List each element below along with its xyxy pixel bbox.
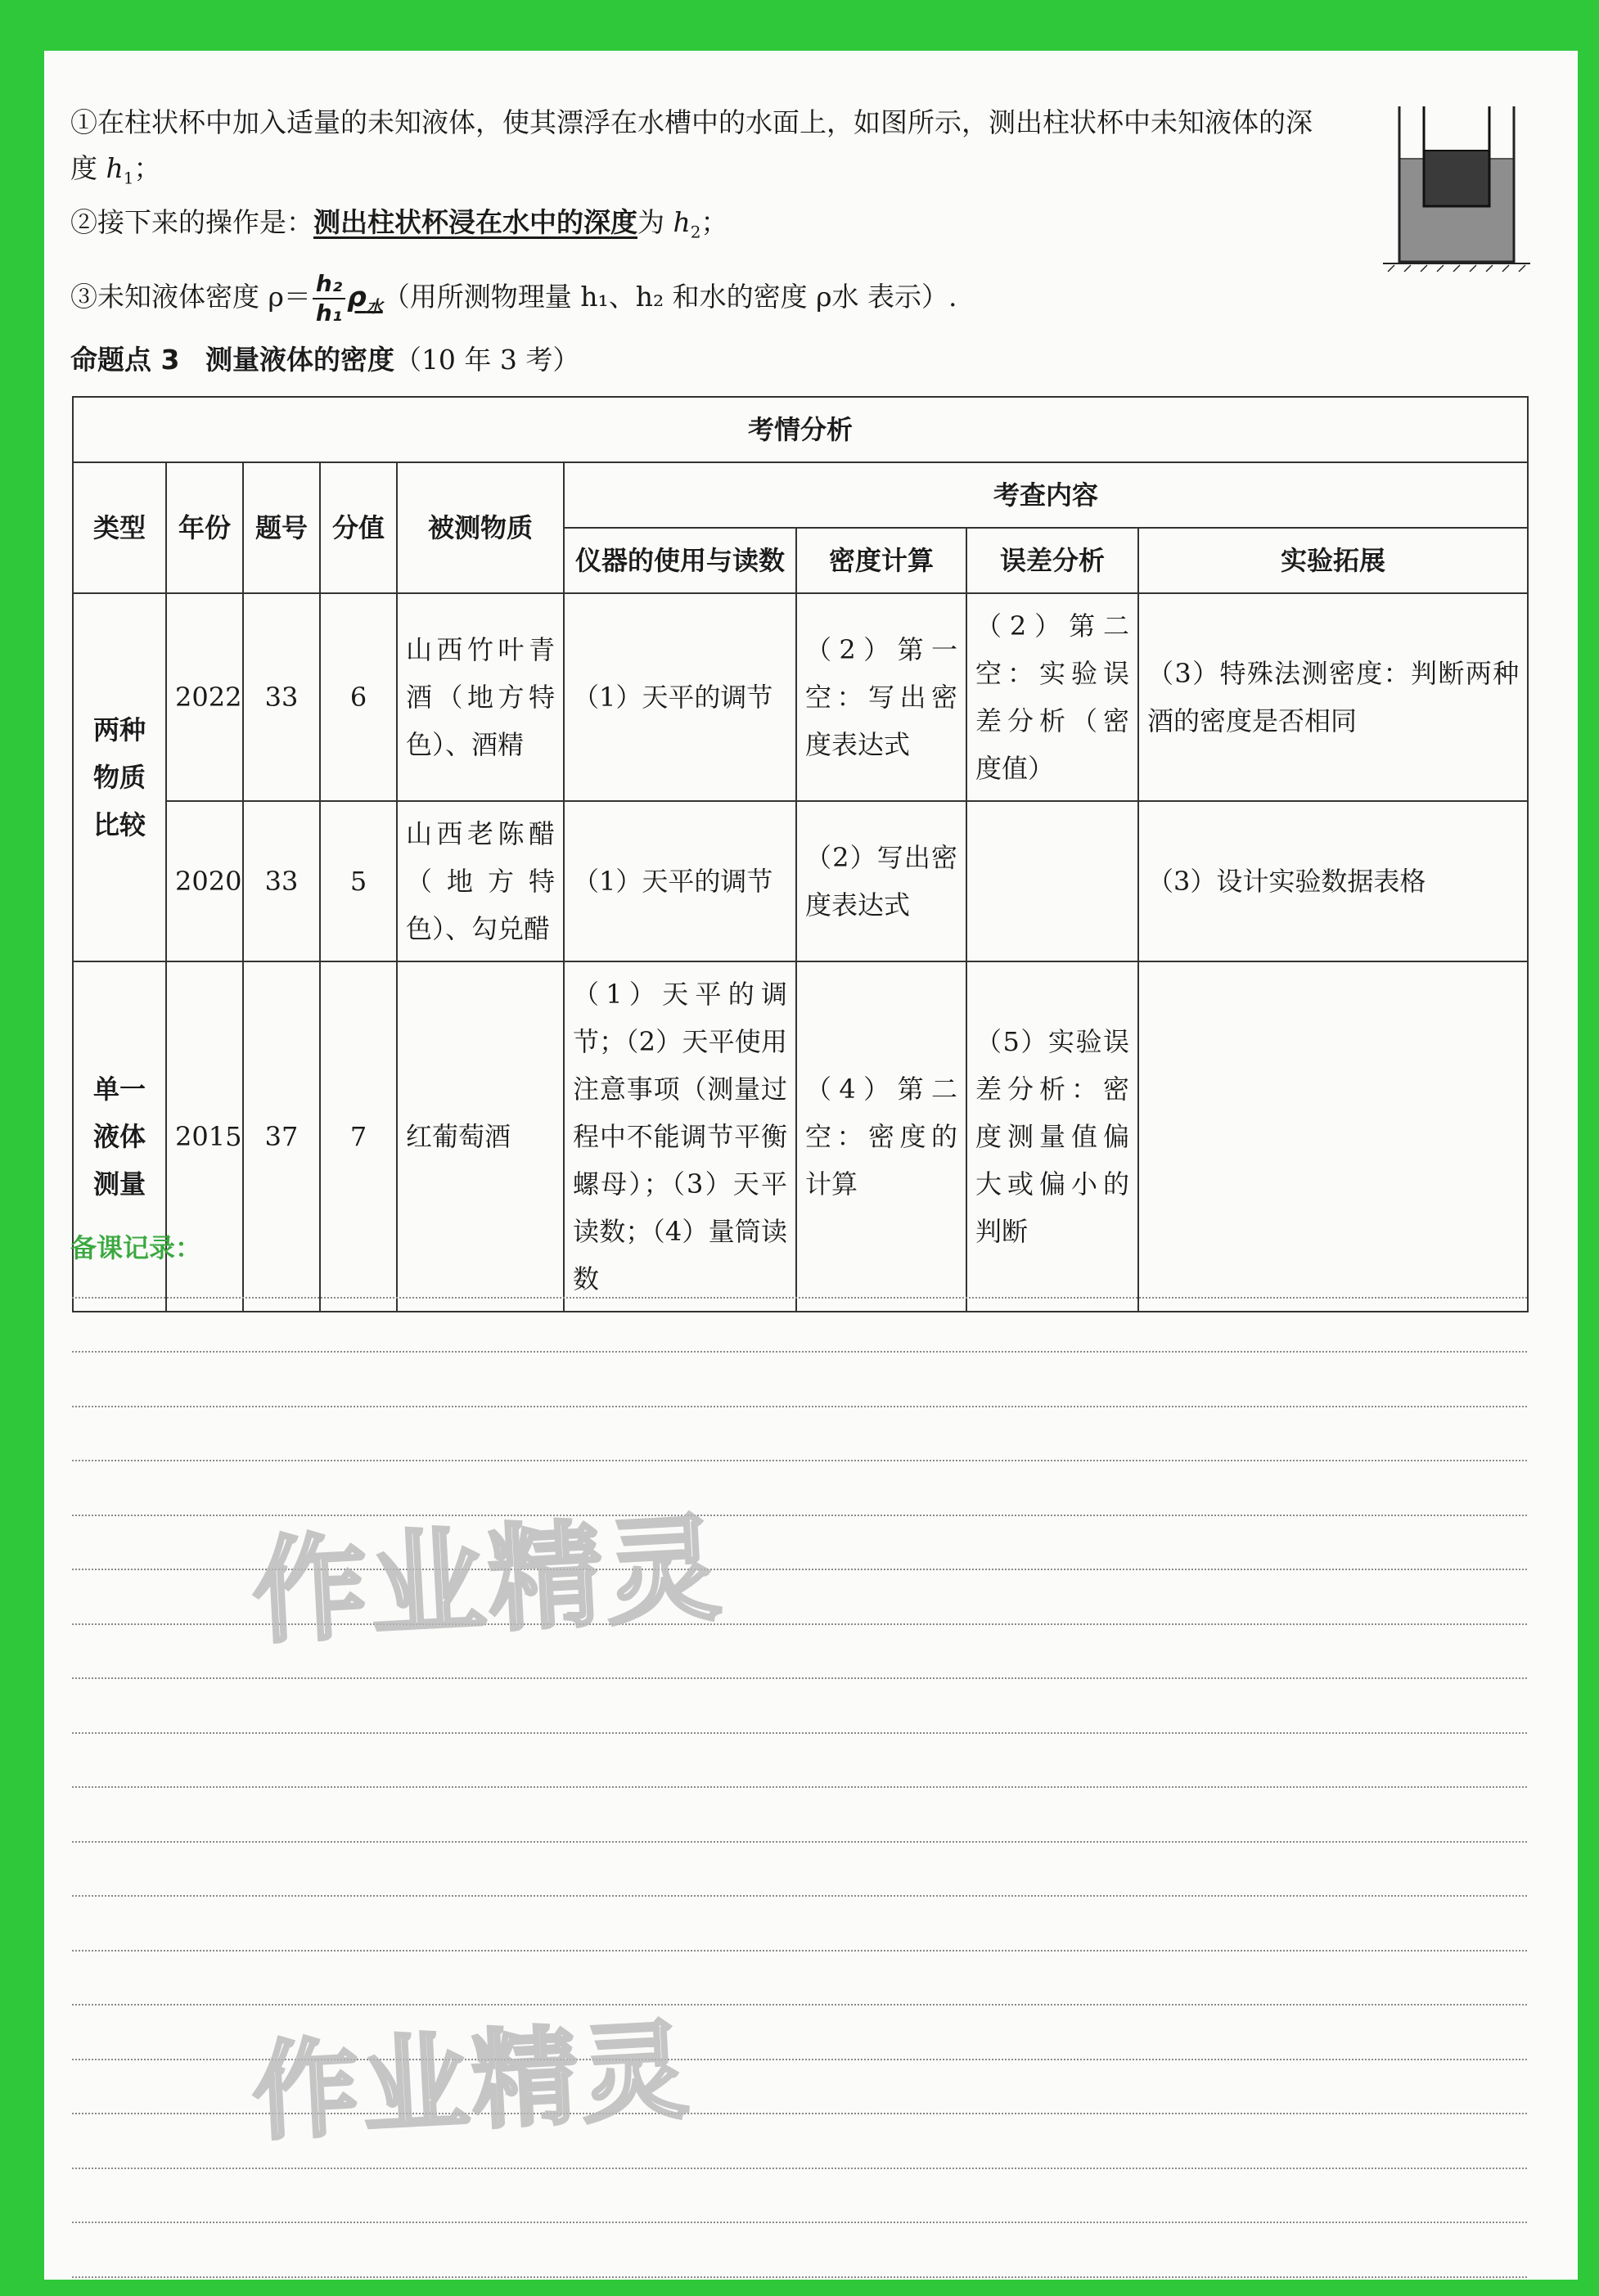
header-extension: 实验拓展 bbox=[1138, 528, 1528, 593]
density-fraction: $\frac{\text{h₂}}{\text{h₁}}$ bbox=[313, 270, 345, 327]
header-error-analysis: 误差分析 bbox=[966, 528, 1138, 593]
step-1: ①在柱状杯中加入适量的未知液体，使其漂浮在水槽中的水面上，如图所示，测出柱状杯中未知液体的深 度 $h_1$； bbox=[70, 106, 1313, 188]
table-row: 两种物质比较 2022 33 6 山西竹叶青酒（地方特色）、酒精 （1）天平的调节 （2）第一空：写出密度表达式 （2）第二空：实验误差分析（密度值） （3）特殊法测密度：判断两种酒的密度是否相同 bbox=[73, 593, 1528, 801]
header-number: 题号 bbox=[243, 462, 320, 593]
header-substance: 被测物质 bbox=[397, 462, 564, 593]
type-single-liquid: 单一液体测量 bbox=[73, 961, 166, 1312]
table-row: 单一液体测量 2015 37 7 红葡萄酒 （1）天平的调节；（2）天平使用注意事项（测量过程中不能调节平衡螺母）；（3）天平读数；（4）量筒读数 （4）第二空：密度的计算 （5）实验误差分析：密度测量值偏大或偏小的判断 bbox=[73, 961, 1528, 1312]
green-frame-bottom bbox=[0, 2280, 1599, 2296]
watermark: 作业精灵 bbox=[249, 1502, 727, 1660]
watermark: 作业精灵 bbox=[249, 2008, 695, 2155]
step-3: ③未知液体密度 ρ＝ $\frac{\text{h₂}}{\text{h₁}}$ $\rho_水$（用所测物理量 h₁、h₂ 和水的密度 ρ水 表示）. bbox=[70, 270, 957, 326]
notes-title: 备课记录： bbox=[70, 1232, 202, 1263]
table-title: 考情分析 bbox=[73, 397, 1528, 462]
green-frame-left bbox=[0, 0, 44, 2296]
cup-in-tank-diagram bbox=[1383, 106, 1530, 274]
exam-analysis-table bbox=[72, 396, 1529, 1312]
type-two-substances: 两种物质比较 bbox=[73, 593, 166, 961]
header-exam-content: 考查内容 bbox=[564, 462, 1528, 528]
step-2: ②接下来的操作是：测出柱状杯浸在水中的深度为 $h_2$； bbox=[70, 206, 728, 242]
header-density-calc: 密度计算 bbox=[796, 528, 966, 593]
header-type: 类型 bbox=[73, 462, 166, 593]
header-instrument: 仪器的使用与读数 bbox=[564, 528, 796, 593]
rho-water-answer: $\rho_水$ bbox=[347, 281, 383, 317]
header-score: 分值 bbox=[320, 462, 397, 593]
step-2-answer: 测出柱状杯浸在水中的深度 bbox=[313, 206, 637, 238]
green-frame-top bbox=[0, 0, 1599, 51]
table-row: 2020 33 5 山西老陈醋（地方特色）、勾兑醋 （1）天平的调节 （2）写出密度表达式 （3）设计实验数据表格 bbox=[73, 801, 1528, 961]
header-year: 年份 bbox=[166, 462, 243, 593]
green-frame-right bbox=[1578, 0, 1599, 2296]
section-heading: 命题点 3 测量液体的密度（10 年 3 考） bbox=[70, 344, 580, 376]
